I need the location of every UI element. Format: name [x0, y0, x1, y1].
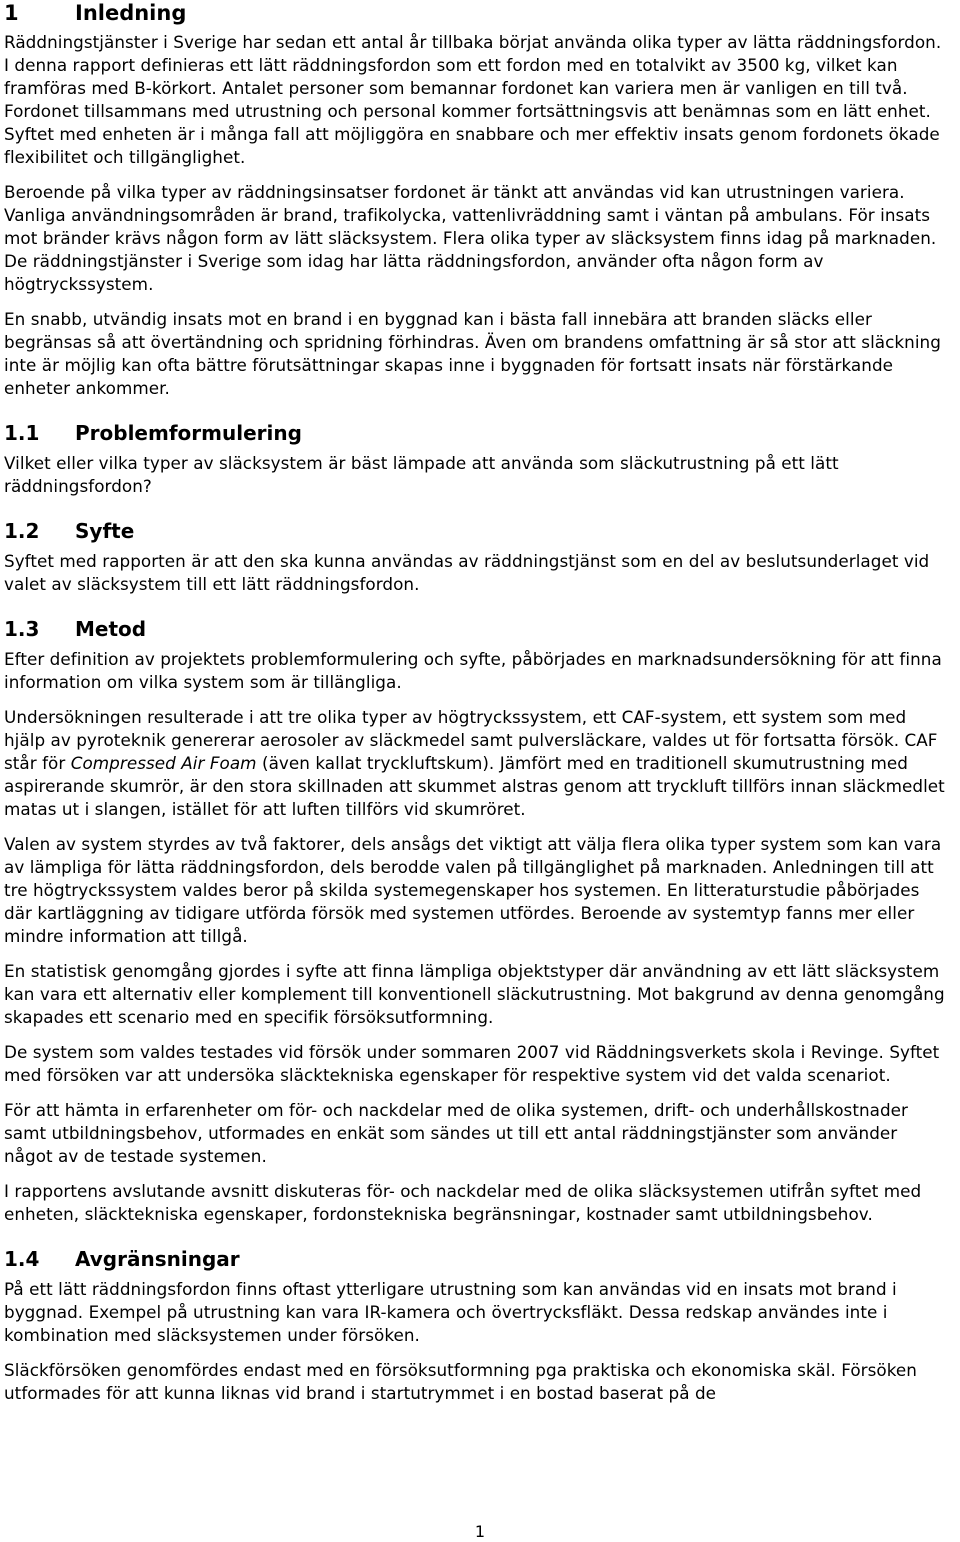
section-heading-problemformulering [4, 420, 950, 446]
paragraph: För att hämta in erfarenheter om för- och nackdelar med de olika systemen, drift- och underhållskostnader samt utbildningsbehov, utformades en enkät som sändes ut till ett antal räddningstjänster som använder något av de testade systemen. [4, 1100, 909, 1166]
section-heading-syfte [4, 518, 950, 544]
paragraph: De system som valdes testades vid försök under sommaren 2007 vid Räddningsverkets skola i Revinge. Syftet med försöken var att undersöka släcktekniska egenskaper för respektive system vid det valda scenariot. [4, 1042, 940, 1085]
chapter-number: 1 [4, 1, 19, 25]
caf-text-after: (även kallat tryckluftskum). Jämfört med en traditionell skumutrustning med aspirerande skumrör, är den stora skillnaden att skummet alstras genom att tryckluft tillförs innan släckmedlet matas ut i slangen, istället för att luften tillförs vid skumröret. [4, 753, 945, 819]
paragraph: I rapportens avslutande avsnitt diskuteras för- och nackdelar med de olika släcksystemen utifrån syftet med enheten, släcktekniska egenskaper, fordonstekniska begränsningar, kostnader samt utbildningsbehov. [4, 1181, 922, 1224]
section-title: Avgränsningar [75, 1247, 240, 1271]
chapter-heading [4, 0, 950, 26]
section-number: 1.2 [4, 519, 40, 543]
paragraph: En statistisk genomgång gjordes i syfte att finna lämpliga objektstyper där användning av ett lätt släcksystem kan vara ett alternativ eller komplement till konventionell släckutrustning. Mot bakgrund av denna genomgång skapades ett scenario med en specifik försöksutformning. [4, 961, 945, 1027]
paragraph: Syftet med rapporten är att den ska kunna användas av räddningstjänst som en del av beslutsunderlaget vid valet av släcksystem till ett lätt räddningsfordon. [4, 551, 930, 594]
caf-text-before: Undersökningen resulterade i att tre olika typer av högtryckssystem, ett CAF-system, ett system som med hjälp av pyroteknik genererar aerosoler av släckmedel samt pulversläckare, valdes ut för fortsatta försök. CAF står för [4, 707, 938, 773]
paragraph: Beroende på vilka typer av räddningsinsatser fordonet är tänkt att användas vid kan utrustningen variera. Vanliga användningsområden är brand, trafikolycka, vattenlivräddning samt i väntan på ambulans. För insats mot bränder krävs någon form av lätt släcksystem. Flera olika typer av släcksystem finns idag på marknaden. De räddningstjänster i Sverige som idag har lätta räddningsfordon, använder ofta någon form av högtryckssystem. [4, 182, 937, 294]
section-number: 1.3 [4, 617, 40, 641]
section-title: Problemformulering [75, 421, 302, 445]
section-number: 1.4 [4, 1247, 40, 1271]
section-title: Metod [75, 617, 147, 641]
section-heading-metod [4, 616, 950, 642]
chapter-title: Inledning [75, 1, 187, 25]
paragraph: Räddningstjänster i Sverige har sedan ett antal år tillbaka börjat använda olika typer av lätta räddningsfordon. I denna rapport definieras ett lätt räddningsfordon som ett fordon med en totalvikt av 3500 kg, vilket kan framföras med B-körkort. Antalet personer som bemannar fordonet kan variera men är vanligen en till två. Fordonet tillsammans med utrustning och personal kommer fortsättningsvis att benämnas som en lätt enhet. Syftet med enheten är i många fall att möjliggöra en snabbare och mer effektiv insats genom fordonets ökade flexibilitet och tillgänglighet. [4, 32, 942, 167]
caf-term: Compressed Air Foam [70, 753, 257, 773]
section-number: 1.1 [4, 421, 40, 445]
paragraph: Släckförsöken genomfördes endast med en försöksutformning pga praktiska och ekonomiska skäl. Försöken utformades för att kunna liknas vid brand i startutrymmet i en bostad baserat på de [4, 1360, 917, 1403]
paragraph: En snabb, utvändig insats mot en brand i en byggnad kan i bästa fall innebära att branden släcks eller begränsas så att övertändning och spridning förhindras. Även om brandens omfattning är så stor att släckning inte är möjlig kan ofta bättre förutsättningar skapas inne i byggnaden för fortsatt insats när förstärkande enheter ankommer. [4, 309, 941, 398]
section-title: Syfte [75, 519, 135, 543]
paragraph: Vilket eller vilka typer av släcksystem är bäst lämpade att använda som släckutrustning på ett lätt räddningsfordon? [4, 453, 839, 496]
paragraph: Efter definition av projektets problemformulering och syfte, påbörjades en marknadsundersökning för att finna information om vilka system som är tillängliga. [4, 649, 942, 692]
page-number: 1 [474, 1522, 486, 1541]
paragraph-caf [4, 706, 950, 821]
paragraph: Valen av system styrdes av två faktorer, dels ansågs det viktigt att välja flera olika typer system som kan vara av lämpliga för lätta räddningsfordon, dels berodde valen på tillgänglighet på marknaden. Anledningen till att tre högtryckssystem valdes beror på skilda systemegenskaper hos systemen. En litteraturstudie påbörjades där kartläggning av tidigare utförda försök med systemen utfördes. Beroende av systemtyp fanns mer eller mindre information att tillgå. [4, 834, 942, 946]
paragraph: På ett lätt räddningsfordon finns oftast ytterligare utrustning som kan användas vid en insats mot brand i byggnad. Exempel på utrustning kan vara IR-kamera och övertrycksfläkt. Dessa redskap användes inte i kombination med släcksystemen under försöken. [4, 1279, 897, 1345]
section-heading-avgransningar [4, 1246, 950, 1272]
